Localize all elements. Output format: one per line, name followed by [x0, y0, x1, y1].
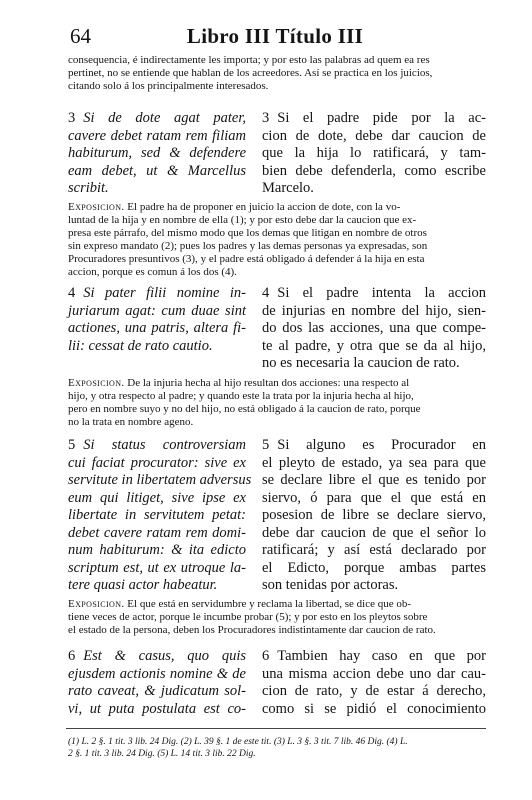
exposicion-line: sin expreso mandato (2); pues los padres y las demas personas ya expresadas, son	[68, 240, 428, 252]
latin-text-section-6	[68, 648, 246, 718]
latin-line: actiones, una patris, altera fi-	[68, 320, 246, 336]
section-number: 5	[262, 437, 270, 453]
exposicion-line: El que está en servidumbre y reclama la libertad, se dice que ob-	[127, 598, 412, 610]
exposicion-line: accion, porque es comun á los dos (4).	[68, 266, 237, 278]
exposicion-line: El padre ha de proponer en juicio la accion de dote, con la vo-	[127, 201, 401, 213]
spanish-line: no es necesaria la caucion de rato.	[262, 355, 460, 371]
spanish-line: posesion de libre se declare siervo,	[262, 507, 486, 523]
exposicion-section-5	[68, 598, 486, 637]
exposicion-label: Exposicion.	[68, 201, 125, 213]
spanish-line: siervo, ó para que el que está en	[262, 489, 486, 506]
spanish-line: el pleyto de estado, ya sea para que	[262, 454, 486, 471]
spanish-line: como si se pidió el conocimiento	[262, 700, 486, 717]
latin-line: scriptum est, ut ex utroque la-	[68, 559, 246, 576]
spanish-text-section-6	[262, 648, 486, 718]
latin-text-section-4	[68, 285, 246, 355]
spanish-line: te al padre, y otra que se da al hijo,	[262, 337, 486, 354]
exposicion-line: Procuradores presuntivos (3), y el padre está obligado á defender á la hija en esta	[68, 253, 425, 265]
exposicion-line: luntad de la hija y en nombre de ella (1); y por esto debe dar la caucion que ex-	[68, 214, 417, 226]
spanish-line: Marcelo.	[262, 180, 314, 196]
footnote-line: 2 §. 1 tit. 3 lib. 24 Dig. (5) L. 14 tit. 3 lib. 22 Dig.	[68, 749, 256, 759]
exposicion-label: Exposicion.	[68, 598, 125, 610]
spanish-line: Tambien hay caso en que por	[277, 648, 486, 664]
spanish-line: bien debe defenderla, como escribe	[262, 162, 486, 179]
exposicion-line: tiene veces de actor, porque le incumbe probar (5); y por esto en los pleytos sobre	[68, 611, 428, 623]
spanish-line: debe dar caucion de que el señor lo	[262, 524, 486, 541]
latin-line: tere quasi actor habeatur.	[68, 577, 218, 593]
latin-line: Si pater filii nomine in-	[83, 285, 246, 301]
latin-line: libertate in servitutem petat:	[68, 507, 246, 523]
latin-line: Est & casus, quo quis	[83, 648, 246, 664]
exposicion-line: De la injuria hecha al hijo resultan dos acciones: una respecto al	[127, 377, 410, 389]
section-number: 4	[68, 285, 76, 301]
latin-line: Si de dote agat pater,	[83, 110, 246, 126]
latin-line: eam debet, ut & Marcellus	[68, 162, 246, 179]
exposicion-line: el estado de la persona, deben los Procuradores indistintamente dar caucion de rato.	[68, 624, 436, 636]
spanish-line: el Edicto, porque ambas partes	[262, 559, 486, 576]
section-number: 5	[68, 437, 76, 453]
latin-line: Si status controversiam	[83, 437, 246, 453]
footnote-rule	[66, 728, 486, 729]
exposicion-line: hijo, y otra respecto al padre; y quando este la trata por la injuria hecha al hijo,	[68, 390, 414, 402]
spanish-line: cion de dote, debe dar caucion de	[262, 127, 486, 144]
section-number: 4	[262, 285, 270, 301]
intro-paragraph	[68, 54, 486, 93]
spanish-line: son tenidas por actoras.	[262, 577, 399, 593]
latin-line: debet cavere ratam rem domi-	[68, 524, 246, 541]
page-number: 64	[70, 24, 91, 48]
exposicion-label: Exposicion.	[68, 377, 125, 389]
spanish-line: ratificará; y así está declarado por	[262, 542, 486, 558]
section-number: 3	[68, 110, 76, 126]
spanish-line: de injurias en nombre del hijo, sien-	[262, 302, 486, 319]
latin-text-section-3	[68, 110, 246, 198]
exposicion-line: pero en nombre suyo y no del hijo, no está obligado á la caucion de rato, porque	[68, 403, 421, 415]
latin-line: scribit.	[68, 180, 109, 196]
section-number: 3	[262, 110, 270, 126]
exposicion-section-3	[68, 201, 486, 279]
page-title: Libro III Título III	[186, 24, 364, 48]
latin-line: vi, ut puta postulata est co-	[68, 700, 246, 717]
spanish-text-section-3	[262, 110, 486, 198]
latin-line: eum qui litiget, sive ipse ex	[68, 489, 246, 506]
intro-line: consequencia, é indirectamente les importa; y por esto las palabras ad quem ea res	[68, 54, 430, 66]
intro-line: pertinet, no se entiende que hablan de los acreedores. Así se practica en los juicios,	[68, 67, 433, 79]
latin-line: lii: cessat de rato cautio.	[68, 337, 213, 354]
latin-text-section-5	[68, 437, 252, 595]
spanish-text-section-5	[262, 437, 486, 595]
latin-line: rato caveat, & judicatum sol-	[68, 683, 246, 699]
exposicion-section-4	[68, 377, 486, 429]
latin-line: cui faciat procurator: sive ex	[68, 454, 246, 471]
latin-line: juriarum agat: cum duae sint	[68, 302, 246, 319]
spanish-line: que la hija lo ratificará, y tam-	[262, 145, 486, 161]
section-number: 6	[262, 648, 270, 664]
spanish-line: una misma accion debe uno dar cau-	[262, 665, 486, 682]
spanish-line: cion de rato, y de estar á derecho,	[262, 683, 486, 699]
latin-line: ejusdem actionis nomine & de	[68, 665, 246, 682]
footnote-line: (1) L. 2 §. 1 tit. 3 lib. 24 Dig. (2) L. 39 §. 1 de este tit. (3) L. 3 §. 3 tit. 7 lib. 46 Dig. (4) L.	[68, 737, 408, 747]
latin-line: habiturum, sed & defendere	[68, 145, 246, 161]
latin-line: servitute in libertatem adversus	[68, 472, 252, 488]
intro-line: citando solo á los principalmente interesados.	[68, 80, 269, 92]
latin-line: cavere debet ratam rem filiam	[68, 127, 246, 144]
spanish-text-section-4	[262, 285, 486, 373]
section-number: 6	[68, 648, 76, 664]
spanish-line: Si alguno es Procurador en	[277, 437, 486, 453]
spanish-line: Si el padre intenta la accion	[277, 285, 486, 301]
spanish-line: se declare libre el que es tenido por	[262, 472, 486, 488]
exposicion-line: no la trata en nombre ageno.	[68, 416, 194, 428]
footnotes	[68, 736, 486, 760]
spanish-line: Si el padre pide por la ac-	[277, 110, 486, 126]
page-header	[70, 24, 480, 50]
latin-line: num habiturum: & ita edicto	[68, 542, 246, 558]
spanish-line: do dos las acciones, una que compe-	[262, 320, 486, 336]
exposicion-line: presa este párrafo, del mismo modo que los demas que litigan en nombre de otros	[68, 227, 427, 239]
